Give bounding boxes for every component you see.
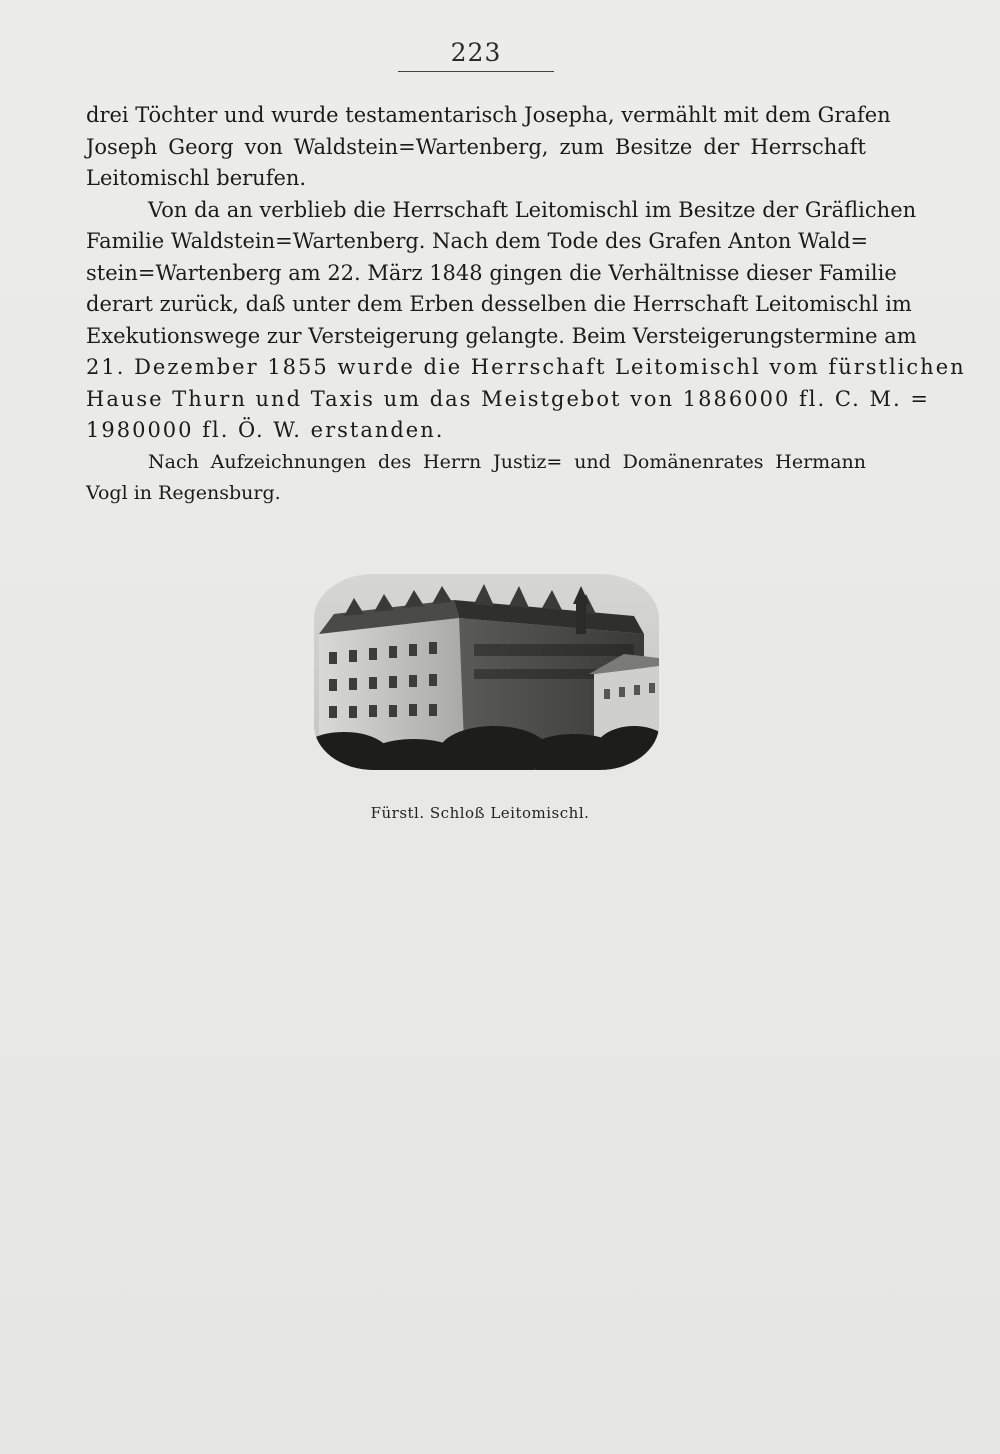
castle-illustration: [314, 574, 659, 770]
body-text: [86, 100, 966, 510]
text-line: Familie Waldstein=Wartenberg. Nach dem Tode des Grafen Anton Wald=: [86, 229, 869, 253]
text-line: drei Töchter und wurde testamentarisch Josepha, vermählt mit dem Grafen: [86, 103, 891, 127]
castle-photo: [314, 574, 659, 770]
footnote-line: Nach Aufzeichnungen des Herrn Justiz= und Domänenrates Hermann: [148, 450, 866, 473]
page-number: 223: [450, 38, 502, 67]
text-line: Von da an verblieb die Herrschaft Leitomischl im Besitze der Gräflichen: [148, 197, 917, 222]
text-line: Leitomischl berufen.: [86, 166, 307, 190]
text-line: derart zurück, daß unter dem Erben desselben die Herrschaft Leitomischl im: [86, 292, 912, 316]
text-line: Joseph Georg von Waldstein=Wartenberg, zum Besitze der Herrschaft: [86, 134, 866, 159]
text-line: Hause Thurn und Taxis um das Meistgebot von 1886000 fl. C. M. =: [86, 386, 930, 411]
figure-caption: Fürstl. Schloß Leitomischl.: [370, 804, 590, 822]
text-line: stein=Wartenberg am 22. März 1848 gingen die Verhältnisse dieser Familie: [86, 260, 897, 285]
text-line: 21. Dezember 1855 wurde die Herrschaft Leitomischl vom fürstlichen: [86, 355, 966, 379]
text-line: 1980000 fl. Ö. W. erstanden.: [86, 418, 445, 442]
header-rule: [398, 71, 554, 72]
footnote-line: Vogl in Regensburg.: [86, 482, 281, 504]
text-line: Exekutionswege zur Versteigerung gelangte. Beim Versteigerungstermine am: [86, 323, 917, 348]
